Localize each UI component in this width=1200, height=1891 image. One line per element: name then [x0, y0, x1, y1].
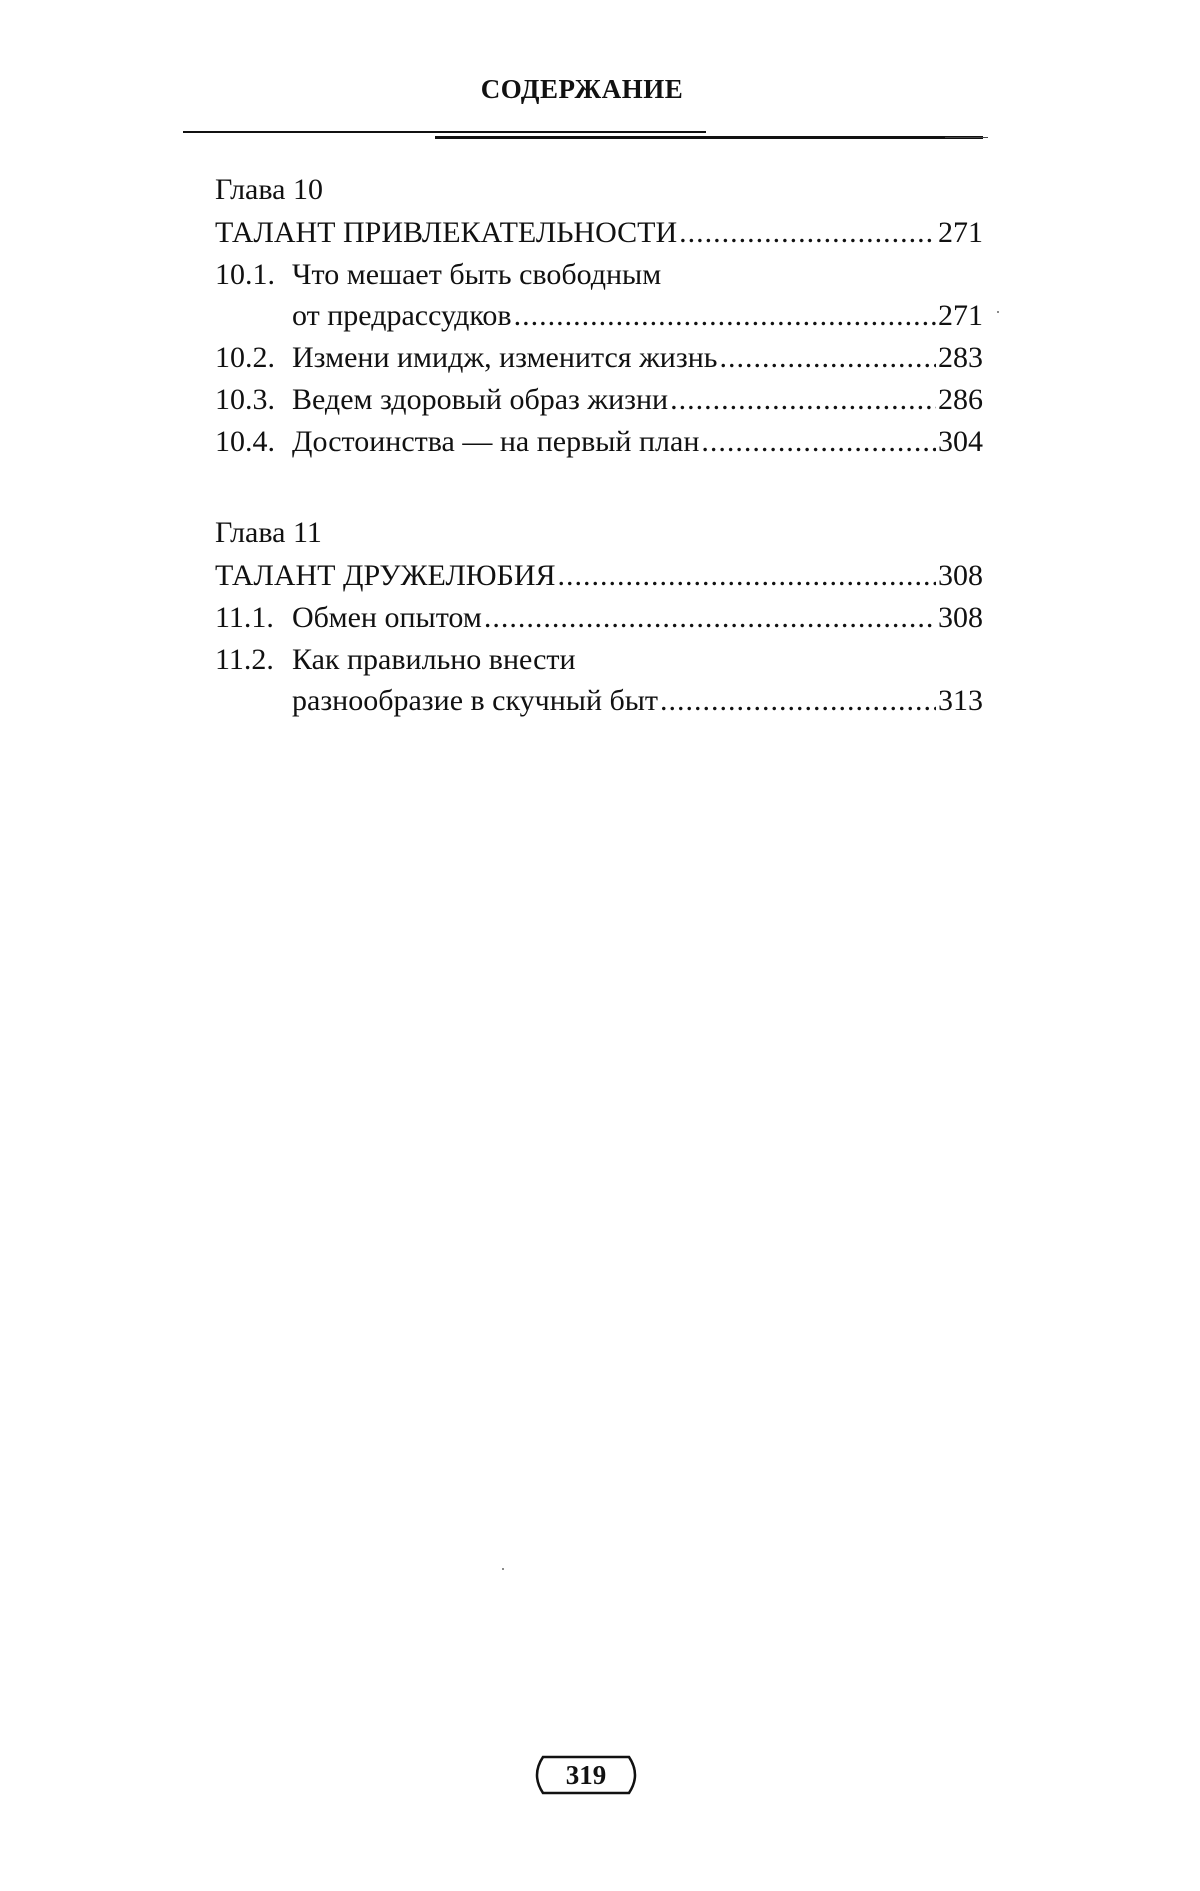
section-title: Обмен опытом — [292, 601, 482, 634]
leader-dots — [701, 421, 936, 463]
page-ref: 308 — [938, 601, 983, 634]
page-ref: 283 — [938, 341, 983, 374]
chapter-title: ТАЛАНТ ПРИВЛЕКАТЕЛЬНОСТИ — [215, 216, 678, 249]
section-title-continued: разнообразие в скучный быт — [292, 684, 659, 717]
page-number: 319 — [565, 1760, 607, 1790]
leader-dots — [679, 212, 936, 254]
page-title: СОДЕРЖАНИЕ — [480, 74, 684, 104]
leader-dots — [660, 680, 936, 722]
leader-dots — [514, 295, 936, 337]
leader-dots — [670, 379, 936, 421]
table-of-contents — [215, 168, 983, 722]
section-title-continued: от предрассудков — [292, 299, 512, 332]
toc-entry-continuation[interactable] — [215, 680, 983, 722]
header-rule-top — [183, 131, 706, 133]
section-number: 10.2. — [215, 341, 275, 374]
chapter-title-entry[interactable] — [215, 212, 983, 254]
section-number: 10.4. — [215, 425, 275, 458]
page-ref: 308 — [938, 559, 983, 592]
section-number: 11.2. — [215, 643, 274, 676]
header-rule-tail — [945, 137, 988, 138]
section-number: 10.1. — [215, 258, 275, 291]
section-title: Ведем здоровый образ жизни — [292, 383, 669, 416]
toc-entry-continuation[interactable] — [215, 295, 983, 337]
page-ref: 304 — [938, 425, 983, 458]
section-title: Что мешает быть свободным — [292, 258, 662, 291]
toc-entry[interactable] — [215, 421, 983, 463]
toc-entry[interactable] — [215, 337, 983, 379]
toc-entry[interactable] — [215, 597, 983, 639]
page-ref: 286 — [938, 383, 983, 416]
section-title: Достоинства — на первый план — [292, 425, 700, 458]
header-rule-bottom — [435, 136, 983, 139]
scan-speck — [502, 1568, 504, 1570]
page-ref: 271 — [938, 299, 983, 332]
section-title: Измени имидж, изменится жизнь — [292, 341, 718, 374]
leader-dots — [719, 337, 936, 379]
section-number: 11.1. — [215, 601, 274, 634]
leader-dots — [484, 597, 936, 639]
toc-entry[interactable] — [215, 639, 983, 680]
toc-entry[interactable] — [215, 379, 983, 421]
scan-speck — [997, 311, 999, 313]
leader-dots — [558, 555, 936, 597]
section-number: 10.3. — [215, 383, 275, 416]
toc-entry[interactable] — [215, 254, 983, 295]
section-title: Как правильно внести — [292, 643, 576, 676]
chapter-label: Глава 10 — [215, 173, 323, 206]
chapter-title: ТАЛАНТ ДРУЖЕЛЮБИЯ — [215, 559, 556, 592]
page-ref: 271 — [938, 216, 983, 249]
chapter-title-entry[interactable] — [215, 555, 983, 597]
chapter-label: Глава 11 — [215, 516, 322, 549]
page-ref: 313 — [938, 684, 983, 717]
page-number-badge — [527, 1754, 645, 1796]
